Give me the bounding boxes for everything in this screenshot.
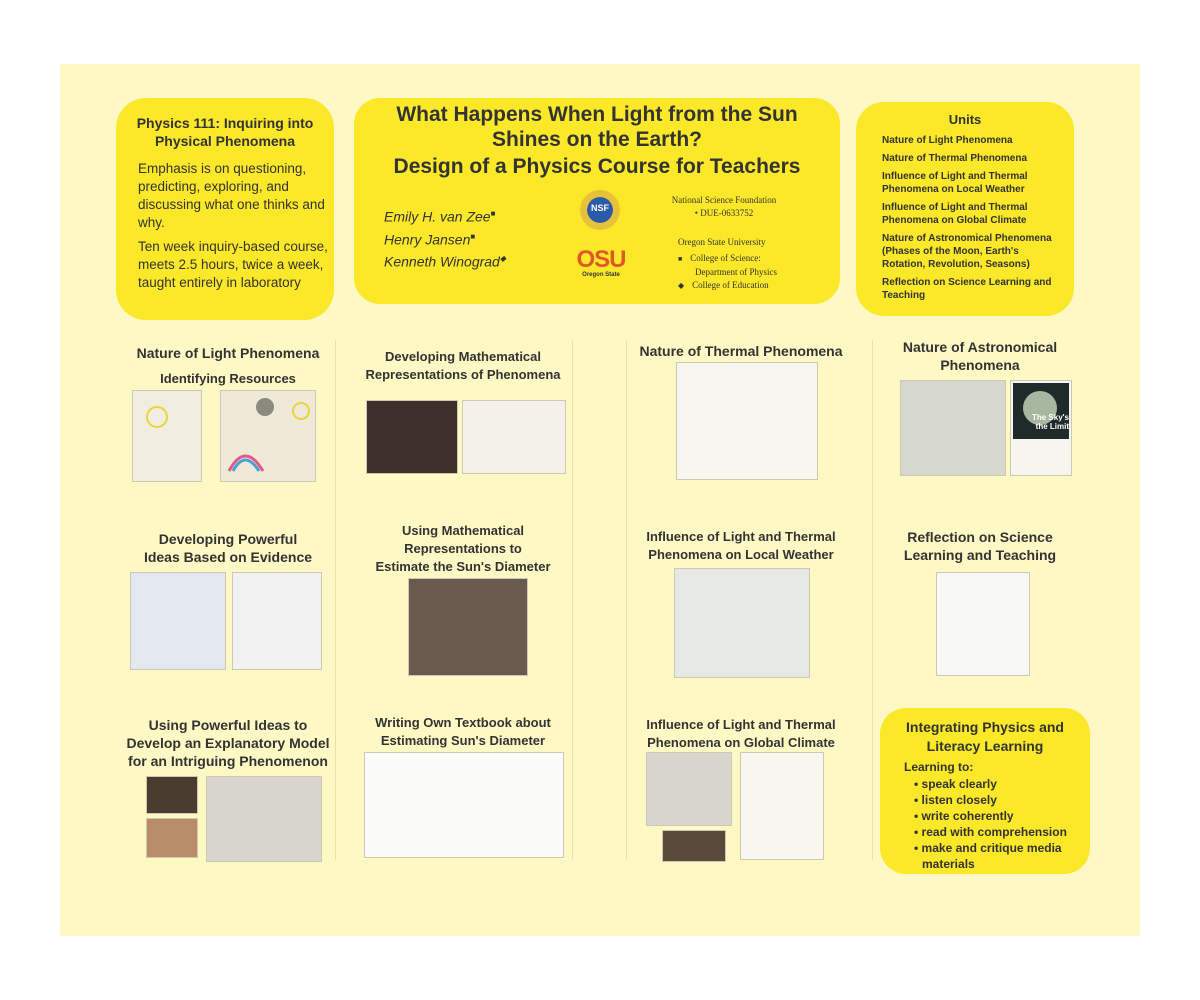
unit-item: Influence of Light and Thermal Phenomena on Local Weather bbox=[882, 171, 1028, 195]
reflection-document-image bbox=[936, 572, 1030, 676]
column-divider bbox=[335, 340, 336, 860]
section-climate-title: Influence of Light and Thermal bbox=[646, 717, 836, 732]
climate-photo bbox=[662, 830, 726, 862]
column-divider bbox=[572, 340, 573, 860]
course-title: Physics 111: Inquiring into bbox=[136, 115, 314, 131]
author-2: Henry Jansen■ bbox=[384, 231, 476, 248]
section-textbook-title: Writing Own Textbook about bbox=[375, 715, 551, 730]
ray-diagram-image bbox=[462, 400, 566, 474]
title-box bbox=[354, 98, 840, 304]
course-description-box bbox=[116, 98, 334, 320]
nsf-name: National Science Foundation bbox=[671, 195, 777, 205]
units-box bbox=[856, 102, 1074, 316]
unit-item: Nature of Light Phenomena bbox=[882, 135, 1013, 146]
sun-drawing-image bbox=[132, 390, 202, 482]
section-astro-title: Nature of Astronomical bbox=[902, 339, 1058, 355]
nsf-logo: NSF bbox=[580, 190, 620, 230]
poster: Physics 111: Inquiring into Physical Phenomena Emphasis is on questioning, predicting, exploring, and discussing what one thinks and why. Ten week inquiry-based course, meets 2.5 hours, twice a week, taught entirely in laboratory What Happens When Light from the Sun Shines on the Earth? Design of a Physics Course for Teachers Emily H. van Zee■ Henry Jansen■ Kenneth Winograd◆ NSF OSU Oregon State National Science Foundation • DUE-0633752 Oregon State University ■ College of Science: Department of Physics ◆ College of Education Units Nature of Light Phenomena Nature of Thermal Phenomena Influence of Light and Thermal Phenomena on Local Weather Influence of Light and Thermal Phenomena on Global Climate Nature of Astronomical Phenomena (Phases of the Moon, Earth's Rotation, Revolution, Seasons) Reflection on Science Learning and Teaching Nature of Light Phenomena Identifying Resources Developing Powerful Ideas Based on Evidence Using Powerful Ideas to Develop an Explanatory Model for an Intriguing Phenomenon Developing Mathematical Representations of Phenomena Using Mathematical Representations to Estimate the Sun's Diameter Writing Own Textbook about Estimating Sun's Diameter Nature of Thermal Phenomena Influence of Light and Thermal Phenomena on Local Weather Influence of Light and Thermal Phenomena on Global Climate Nature of Astronomical Phenomena The Sky's the Limit Reflection on Science Learning and Teaching Integrating Physics and Literacy Learning Learning to: • speak clearly • listen closely • write coherently • read with comprehension • make and critique media materials bbox=[60, 64, 1140, 936]
climate-article-image bbox=[740, 752, 824, 860]
osu-logo: OSU Oregon State bbox=[576, 246, 626, 278]
course-format: Ten week inquiry-based course, meets 2.5 hours, twice a week, taught entirely in laboratory bbox=[138, 239, 328, 290]
poster-title-line-3: Design of a Physics Course for Teachers bbox=[393, 155, 801, 178]
literacy-item: • listen closely bbox=[914, 793, 997, 807]
section-powerful-title: Developing Powerful bbox=[158, 531, 298, 547]
thermal-document-image bbox=[676, 362, 818, 480]
section-diameter-title: Using Mathematical bbox=[401, 523, 525, 538]
units-title: Units bbox=[948, 112, 982, 127]
climate-whiteboard-image bbox=[646, 752, 732, 826]
weather-map-image bbox=[674, 568, 810, 678]
nsf-grant: • DUE-0633752 bbox=[694, 208, 754, 218]
sky-article-image: The Sky's the Limit bbox=[1010, 380, 1072, 476]
screenshot-image bbox=[130, 572, 226, 670]
poster-title-line-1: What Happens When Light from the Sun bbox=[396, 103, 798, 126]
sun-icon bbox=[133, 391, 201, 481]
osu-name: Oregon State University bbox=[678, 237, 766, 247]
whiteboard-model-image bbox=[206, 776, 322, 862]
unit-item: Nature of Thermal Phenomena bbox=[882, 153, 1028, 164]
hand-photo bbox=[146, 818, 198, 858]
literacy-box: Integrating Physics and Literacy Learning Learning to: • speak clearly • listen closely • write coherently • read with comprehension • make and critique media materials bbox=[880, 708, 1090, 874]
course-subtitle: Physical Phenomena bbox=[154, 133, 296, 149]
section-light-title: Nature of Light Phenomena bbox=[136, 345, 320, 361]
candle-photo bbox=[146, 776, 198, 814]
section-thermal-title: Nature of Thermal Phenomena bbox=[639, 343, 843, 359]
unit-item: Reflection on Science Learning and Teaching bbox=[882, 277, 1052, 301]
literacy-item: • speak clearly bbox=[914, 777, 997, 791]
textbook-page-image bbox=[364, 752, 564, 858]
poster-title-line-2: Shines on the Earth? bbox=[491, 128, 703, 151]
students-photo bbox=[408, 578, 528, 676]
literacy-lead: Learning to: bbox=[904, 760, 974, 774]
osu-college-science: ■ College of Science: bbox=[678, 253, 761, 263]
author-3: Kenneth Winograd◆ bbox=[384, 253, 506, 270]
section-model-title: Using Powerful Ideas to bbox=[148, 717, 308, 733]
section-weather-title: Influence of Light and Thermal bbox=[646, 529, 836, 544]
lab-photo bbox=[366, 400, 458, 474]
author-1: Emily H. van Zee■ bbox=[384, 208, 496, 225]
unit-item: Nature of Astronomical Phenomena (Phases of the Moon, Earth's Rotation, Revolution, Seasons) bbox=[882, 233, 1052, 270]
literacy-title: Integrating Physics and bbox=[906, 719, 1064, 735]
column-divider bbox=[626, 340, 627, 860]
literacy-item: materials bbox=[922, 857, 975, 871]
section-light-subtitle: Identifying Resources bbox=[160, 371, 296, 386]
column-divider bbox=[872, 340, 873, 860]
osu-college-education: ◆ College of Education bbox=[678, 280, 769, 290]
literacy-item: • make and critique media bbox=[914, 841, 1062, 855]
section-reflection-title: Reflection on Science bbox=[907, 529, 1053, 545]
unit-item: Influence of Light and Thermal Phenomena on Global Climate bbox=[882, 202, 1028, 226]
literacy-item: • write coherently bbox=[914, 809, 1014, 823]
literacy-item: • read with comprehension bbox=[914, 825, 1067, 839]
rainbow-drawing-image bbox=[220, 390, 316, 482]
astro-whiteboard-image bbox=[900, 380, 1006, 476]
section-math-title: Developing Mathematical bbox=[384, 349, 542, 364]
osu-physics-dept: Department of Physics bbox=[695, 267, 777, 277]
course-emphasis: Emphasis is on questioning, predicting, exploring, and discussing what one thinks and why. bbox=[138, 161, 325, 230]
table-image bbox=[232, 572, 322, 670]
